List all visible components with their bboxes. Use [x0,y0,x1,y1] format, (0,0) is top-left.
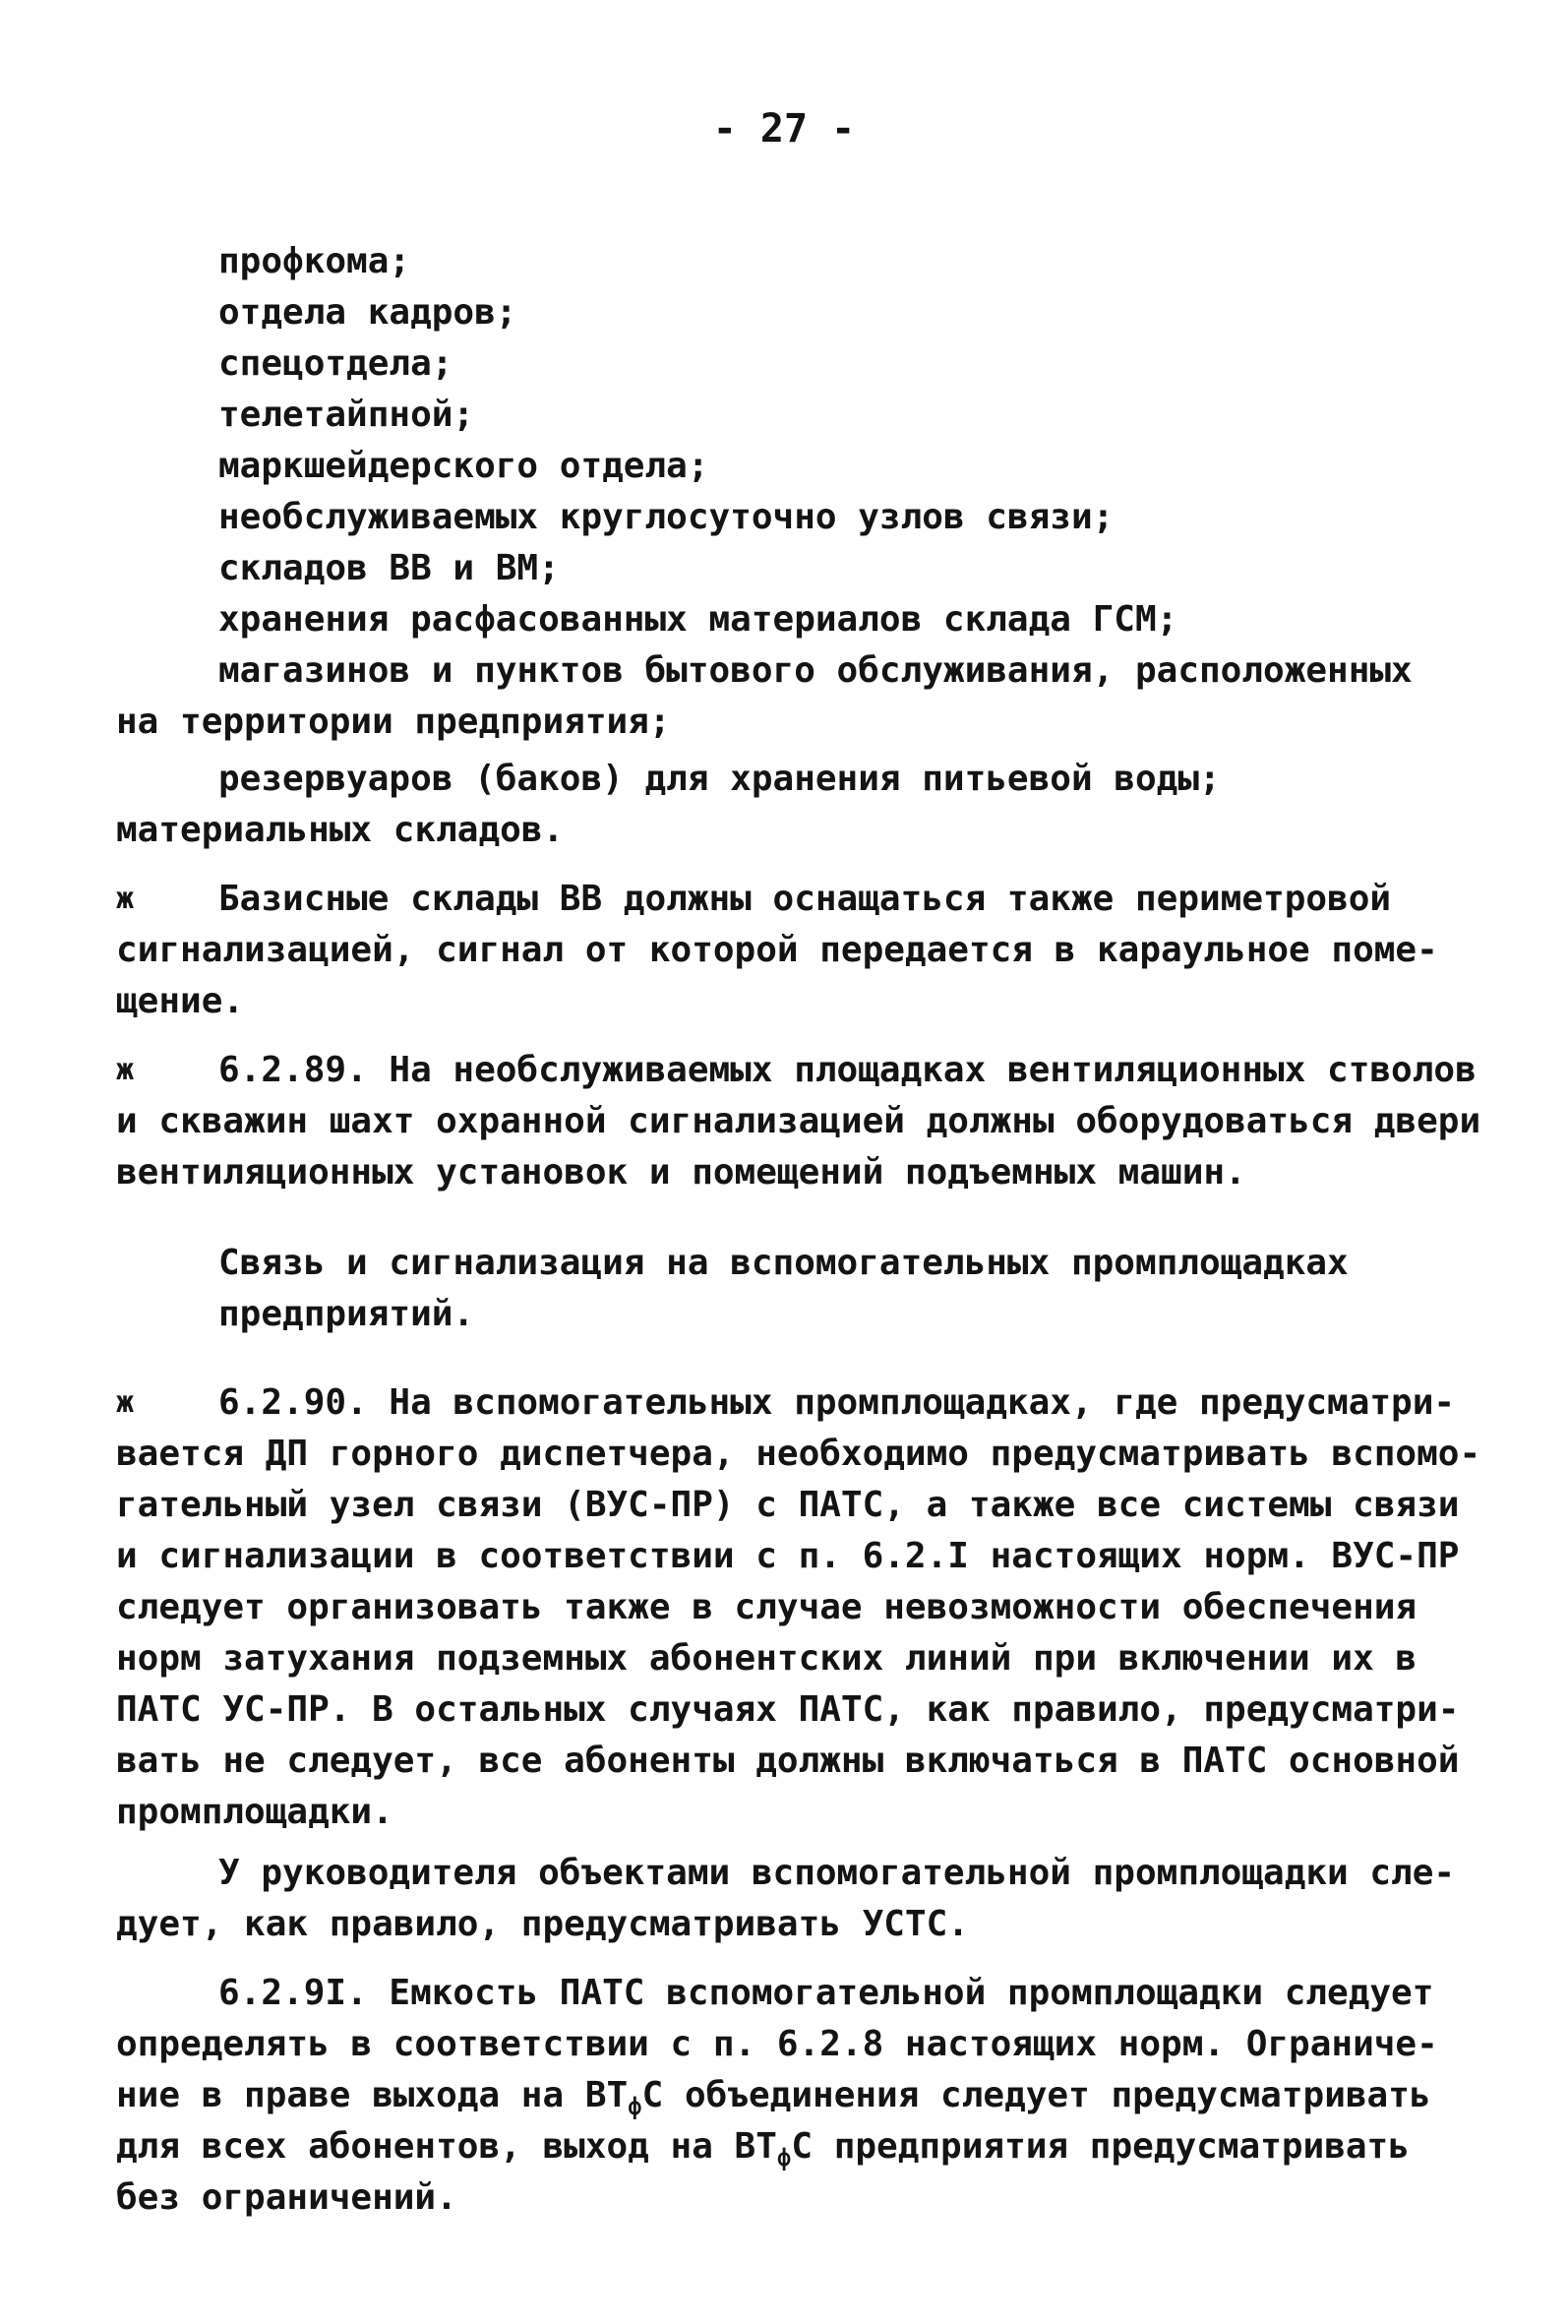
list-item: хранения расфасованных материалов склада ГСМ; [218,599,1178,640]
list-item: отдела кадров; [218,292,517,333]
change-marker: ж [116,882,135,916]
list-item: спецотдела; [218,343,453,384]
paragraph-line: ПАТС УС-ПР. В остальных случаях ПАТС, как правило, предусматри- [116,1689,1460,1730]
list-item: профкома; [218,241,411,281]
paragraph-line: вентиляционных установок и помещений подъемных машин. [116,1152,1246,1193]
list-item: магазинов и пунктов бытового обслуживания, расположенных [218,650,1413,691]
subscript: ф [776,2144,792,2172]
heading-line: Связь и сигнализация на вспомогательных промплощадках [218,1243,1349,1283]
paragraph-line: дует, как правило, предусматривать УСТС. [116,1904,969,1944]
subscript: ф [628,2093,642,2121]
paragraph-line: Базисные склады ВВ должны оснащаться также периметровой [218,879,1392,919]
text-segment: для всех абонентов, выход на ВТ [116,2126,777,2167]
heading-line: предприятий. [218,1294,475,1334]
paragraph-line: У руководителя объектами вспомогательной промплощадки сле- [218,1853,1456,1893]
paragraph-line: норм затухания подземных абонентских линий при включении их в [116,1638,1417,1679]
list-item: необслуживаемых круглосуточно узлов связи; [218,497,1115,537]
paragraph-line [116,2070,1431,2121]
paragraph-line: 6.2.90. На вспомогательных промплощадках, где предусматри- [218,1382,1456,1423]
list-item: складов ВВ и ВМ; [218,548,560,588]
paragraph-line: промплощадки. [116,1792,393,1832]
paragraph-line: и сигнализации в соответствии с п. 6.2.I настоящих норм. ВУС-ПР [116,1536,1460,1576]
text-segment: С предприятия предусматривать [791,2126,1410,2167]
change-marker: ж [116,1385,135,1420]
paragraph-line: 6.2.9I. Емкость ПАТС вспомогательной промплощадки следует [218,1973,1434,2013]
list-item-continuation: на территории предприятия; [116,702,671,742]
paragraph-line: вать не следует, все абоненты должны включаться в ПАТС основной [116,1741,1460,1781]
list-item: материальных складов. [116,810,565,850]
text-segment: С объединения следует предусматривать [641,2075,1431,2115]
paragraph-line [116,2121,1410,2172]
list-item: маркшейдерского отдела; [218,446,709,486]
paragraph-line: гательный узел связи (ВУС-ПР) с ПАТС, а также все системы связи [116,1485,1460,1525]
change-marker: ж [116,1053,135,1087]
paragraph-line: щение. [116,981,245,1021]
paragraph-line: и скважин шахт охранной сигнализацией должны оборудоваться двери [116,1101,1481,1141]
paragraph-line: 6.2.89. На необслуживаемых площадках вентиляционных стволов [218,1050,1477,1090]
list-item: телетайпной; [218,395,475,435]
paragraph-line: сигнализацией, сигнал от которой передается в караульное поме- [116,930,1438,970]
page-number: - 27 - [712,106,856,152]
text-segment: ние в праве выхода на ВТ [116,2075,629,2115]
paragraph-line: следует организовать также в случае невозможности обеспечения [116,1587,1417,1627]
paragraph-line: вается ДП горного диспетчера, необходимо предусматривать вспомо- [116,1434,1481,1474]
list-item: резервуаров (баков) для хранения питьевой воды; [218,759,1221,799]
paragraph-line: определять в соответствии с п. 6.2.8 настоящих норм. Ограниче- [116,2024,1438,2064]
paragraph-line: без ограничений. [116,2177,457,2218]
